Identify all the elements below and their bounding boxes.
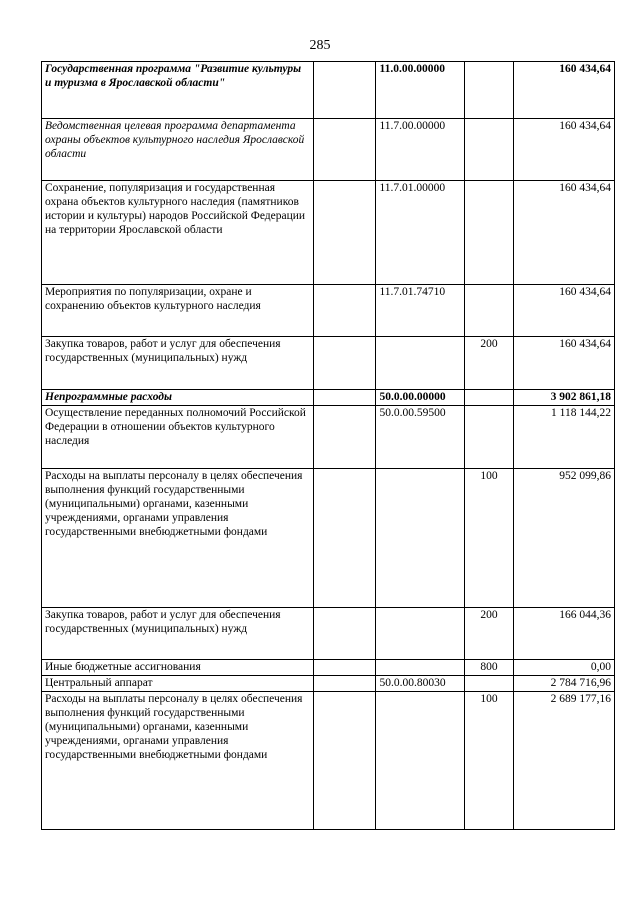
table-row [42, 469, 615, 608]
row-code-cell: 11.0.00.00000 [376, 62, 465, 119]
row-sum-cell: 2 689 177,16 [513, 692, 614, 830]
table-row [42, 62, 615, 119]
row-sum-cell: 160 434,64 [513, 181, 614, 285]
row-empty-cell [313, 406, 376, 469]
page-number: 285 [309, 38, 331, 53]
row-empty-cell [313, 285, 376, 337]
row-sum-cell: 160 434,64 [513, 62, 614, 119]
table-row [42, 285, 615, 337]
row-empty-cell [313, 119, 376, 181]
table-row [42, 676, 615, 692]
table-row [42, 337, 615, 390]
row-code-cell: 11.7.01.00000 [376, 181, 465, 285]
row-sum-cell: 1 118 144,22 [513, 406, 614, 469]
row-code-cell [376, 337, 465, 390]
row-name-cell: Осуществление переданных полномочий Российской Федерации в отношении объектов культурного наследия [42, 406, 314, 469]
row-kind-cell [465, 390, 514, 406]
row-empty-cell [313, 676, 376, 692]
row-name-cell: Сохранение, популяризация и государственная охрана объектов культурного наследия (памятников истории и культуры) народов Российской Федерации на территории Ярославской области [42, 181, 314, 285]
row-sum-cell: 160 434,64 [513, 337, 614, 390]
row-sum-cell: 160 434,64 [513, 285, 614, 337]
row-code-cell: 50.0.00.80030 [376, 676, 465, 692]
row-name-cell: Центральный аппарат [42, 676, 314, 692]
row-code-cell [376, 608, 465, 660]
row-sum-cell: 166 044,36 [513, 608, 614, 660]
row-empty-cell [313, 469, 376, 608]
row-kind-cell: 200 [465, 608, 514, 660]
row-code-cell: 11.7.01.74710 [376, 285, 465, 337]
row-empty-cell [313, 181, 376, 285]
row-empty-cell [313, 62, 376, 119]
table-row [42, 660, 615, 676]
row-name-cell: Мероприятия по популяризации, охране и сохранению объектов культурного наследия [42, 285, 314, 337]
row-kind-cell [465, 181, 514, 285]
row-name-cell: Иные бюджетные ассигнования [42, 660, 314, 676]
row-code-cell: 11.7.00.00000 [376, 119, 465, 181]
row-name-cell: Непрограммные расходы [42, 390, 314, 406]
row-code-cell: 50.0.00.00000 [376, 390, 465, 406]
row-code-cell [376, 692, 465, 830]
row-kind-cell: 100 [465, 692, 514, 830]
row-empty-cell [313, 692, 376, 830]
row-name-cell: Закупка товаров, работ и услуг для обеспечения государственных (муниципальных) нужд [42, 608, 314, 660]
row-sum-cell: 0,00 [513, 660, 614, 676]
row-code-cell [376, 469, 465, 608]
row-code-cell [376, 660, 465, 676]
row-kind-cell [465, 285, 514, 337]
table-row [42, 390, 615, 406]
row-name-cell: Государственная программа "Развитие культуры и туризма в Ярославской области" [42, 62, 314, 119]
row-kind-cell: 800 [465, 660, 514, 676]
budget-table-body [42, 62, 615, 830]
row-kind-cell [465, 676, 514, 692]
table-row [42, 181, 615, 285]
row-empty-cell [313, 390, 376, 406]
row-sum-cell: 160 434,64 [513, 119, 614, 181]
row-kind-cell: 200 [465, 337, 514, 390]
row-name-cell: Ведомственная целевая программа департамента охраны объектов культурного наследия Ярославской области [42, 119, 314, 181]
row-name-cell: Закупка товаров, работ и услуг для обеспечения государственных (муниципальных) нужд [42, 337, 314, 390]
budget-table [41, 61, 615, 830]
row-kind-cell: 100 [465, 469, 514, 608]
row-name-cell: Расходы на выплаты персоналу в целях обеспечения выполнения функций государственными (муниципальными) органами, казенными учреждениями, органами управления государственными внебюджетными фондами [42, 692, 314, 830]
table-row [42, 406, 615, 469]
row-kind-cell [465, 62, 514, 119]
table-row [42, 119, 615, 181]
row-name-cell: Расходы на выплаты персоналу в целях обеспечения выполнения функций государственными (муниципальными) органами, казенными учреждениями, органами управления государственными внебюджетными фондами [42, 469, 314, 608]
row-kind-cell [465, 119, 514, 181]
row-empty-cell [313, 608, 376, 660]
row-kind-cell [465, 406, 514, 469]
row-empty-cell [313, 337, 376, 390]
table-row [42, 692, 615, 830]
row-sum-cell: 3 902 861,18 [513, 390, 614, 406]
row-code-cell: 50.0.00.59500 [376, 406, 465, 469]
row-sum-cell: 2 784 716,96 [513, 676, 614, 692]
table-row [42, 608, 615, 660]
row-sum-cell: 952 099,86 [513, 469, 614, 608]
row-empty-cell [313, 660, 376, 676]
